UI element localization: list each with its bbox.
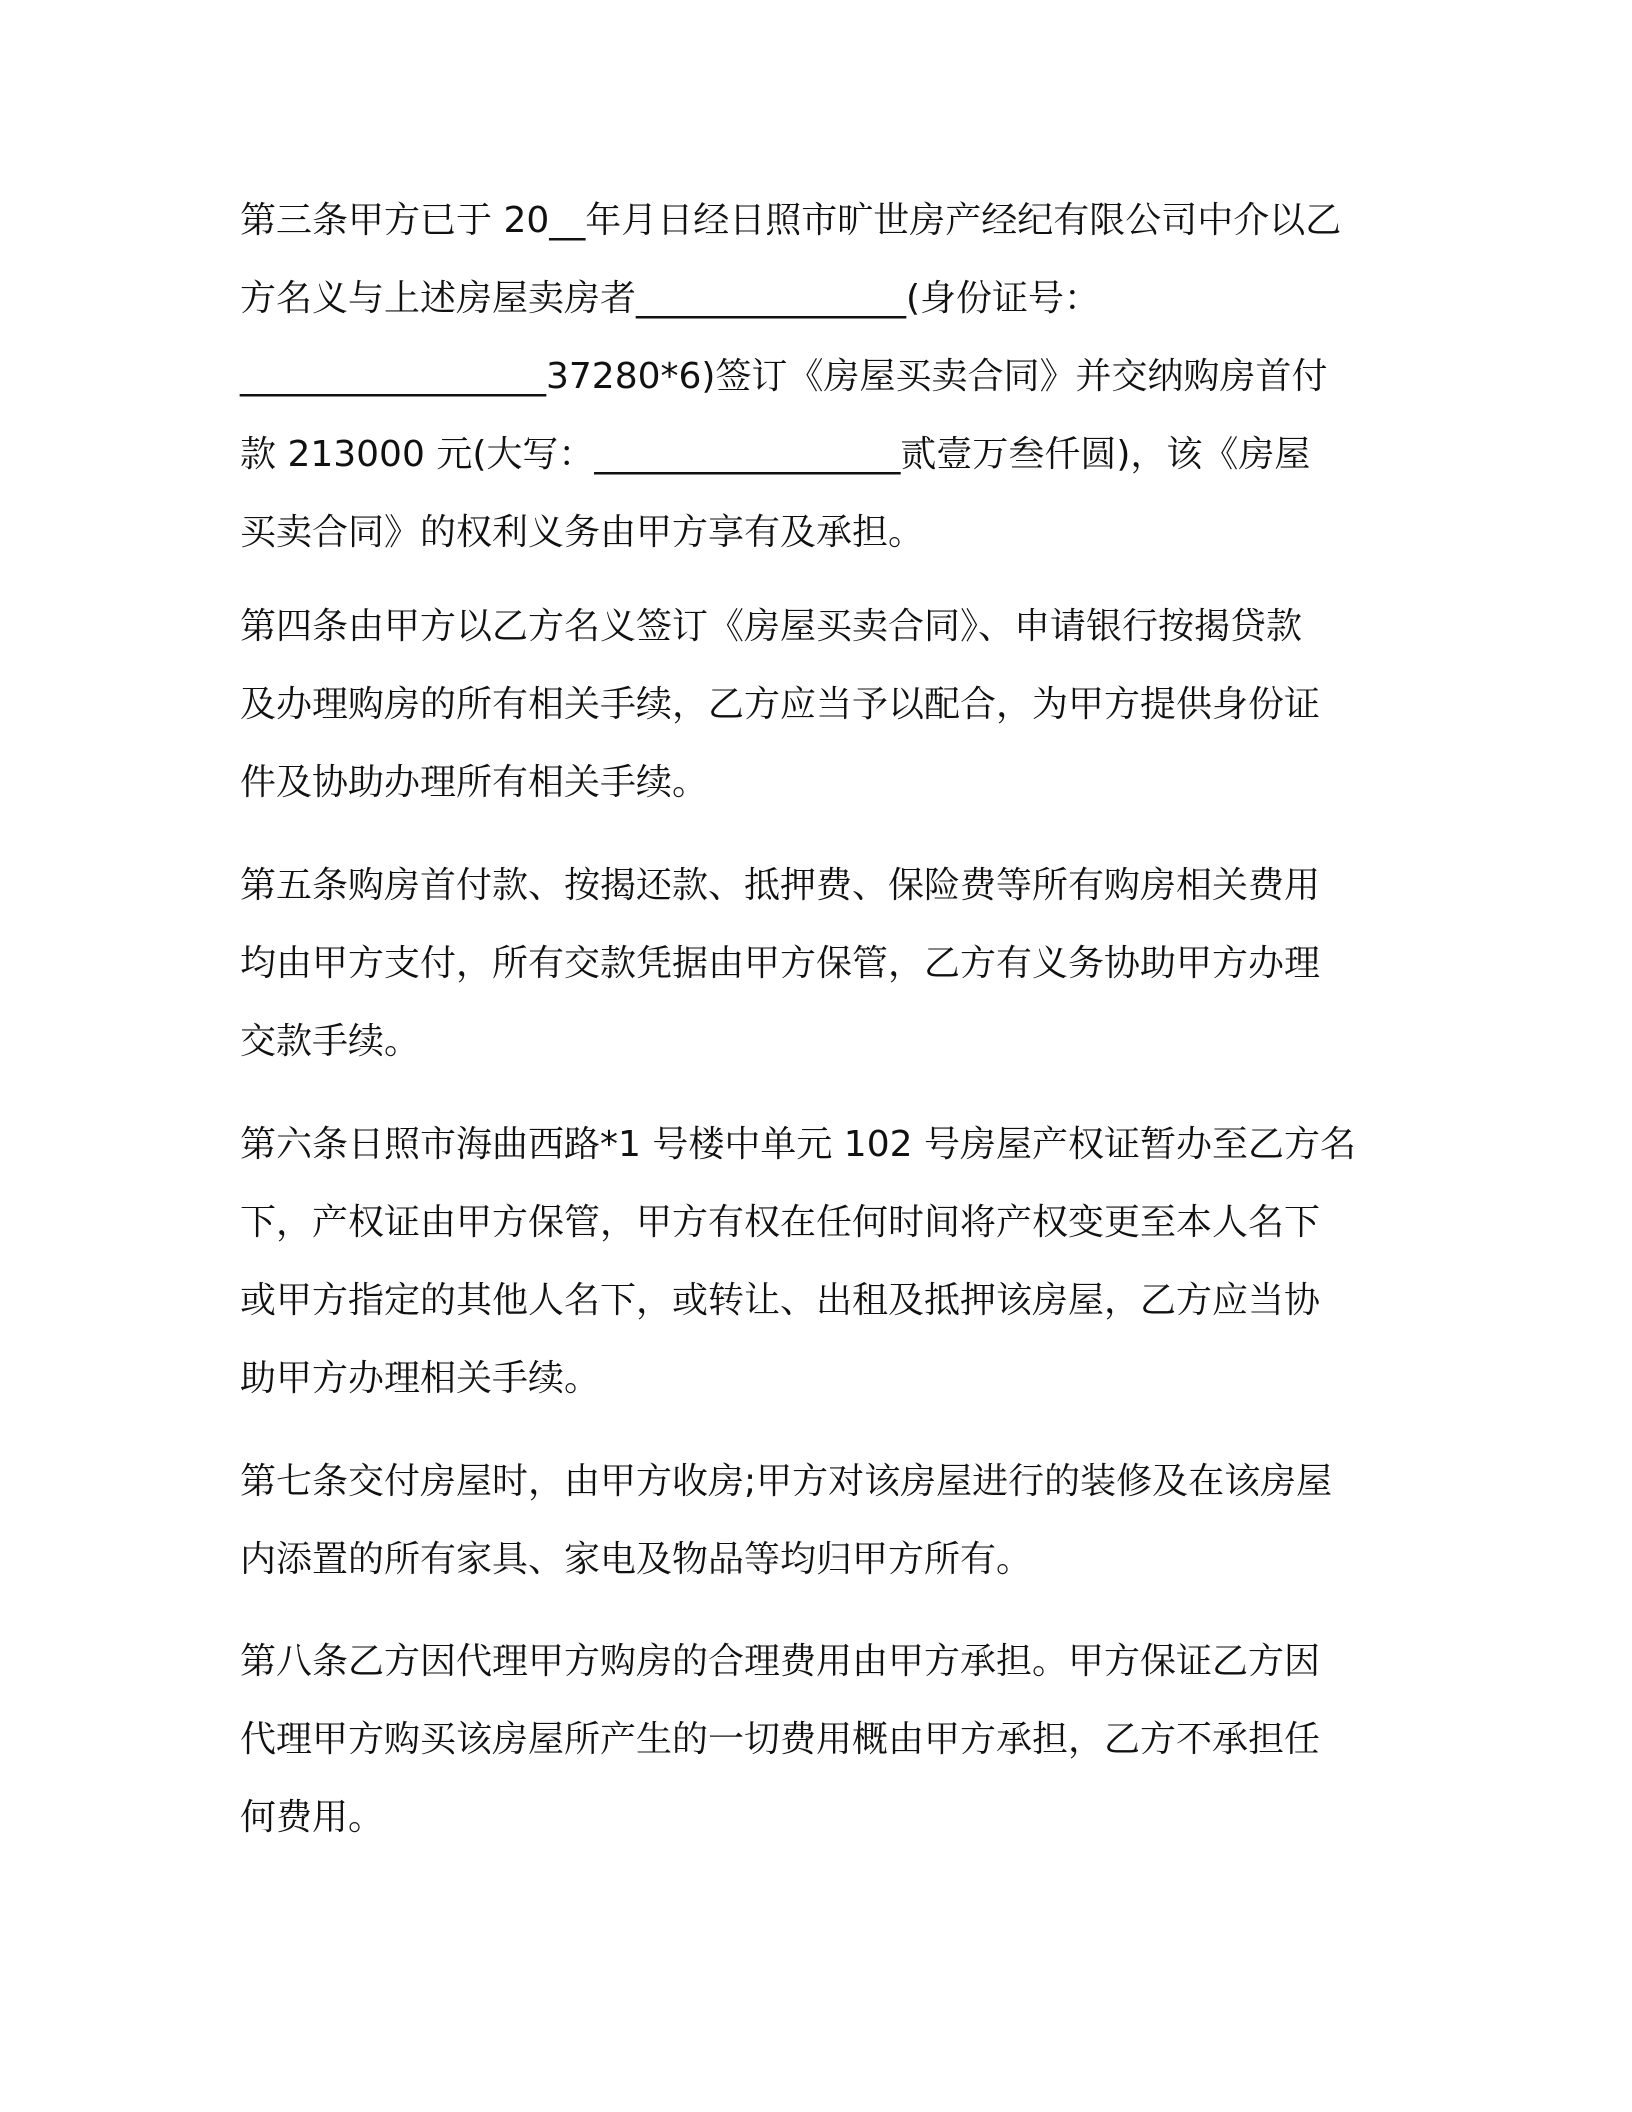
article-line: 下，产权证由甲方保管，甲方有权在任何时间将产权变更至本人名下 [240,1202,1321,1243]
article-8 [240,1623,1400,1857]
article-line: 件及协助办理所有相关手续。 [240,762,709,803]
article-line: 助甲方办理相关手续。 [240,1358,601,1399]
article-line: 第七条交付房屋时，由甲方收房;甲方对该房屋进行的装修及在该房屋 [240,1461,1333,1502]
article-6 [240,1106,1400,1418]
article-line: 第三条甲方已于 20__年月日经日照市旷世房产经纪有限公司中介以乙 [240,200,1342,241]
article-line: 交款手续。 [240,1021,421,1062]
article-line: _________________37280*6)签订《房屋买卖合同》并交纳购房首付 [240,356,1328,397]
article-line: 或甲方指定的其他人名下，或转让、出租及抵押该房屋，乙方应当协 [240,1280,1321,1321]
article-line: 及办理购房的所有相关手续，乙方应当予以配合，为甲方提供身份证 [240,684,1321,725]
article-line: 第四条由甲方以乙方名义签订《房屋买卖合同》、申请银行按揭贷款 [240,606,1303,647]
article-line: 内添置的所有家具、家电及物品等均归甲方所有。 [240,1539,1033,1580]
article-4 [240,588,1400,822]
article-line: 何费用。 [240,1797,385,1838]
article-line: 方名义与上述房屋卖房者_______________(身份证号： [240,278,1101,319]
article-line: 均由甲方支付，所有交款凭据由甲方保管，乙方有义务协助甲方办理 [240,943,1321,984]
article-line: 第六条日照市海曲西路*1 号楼中单元 102 号房屋产权证暂办至乙方名 [240,1124,1356,1165]
article-5 [240,847,1400,1081]
article-line: 买卖合同》的权利义务由甲方享有及承担。 [240,512,925,553]
article-line: 代理甲方购买该房屋所产生的一切费用概由甲方承担，乙方不承担任 [240,1719,1321,1760]
article-line: 第八条乙方因代理甲方购房的合理费用由甲方承担。甲方保证乙方因 [240,1641,1321,1682]
article-7 [240,1443,1400,1599]
article-line: 款 213000 元(大写：_________________贰壹万叁仟圆)，该《房屋 [240,434,1311,475]
article-3 [240,182,1400,572]
article-line: 第五条购房首付款、按揭还款、抵押费、保险费等所有购房相关费用 [240,865,1321,906]
